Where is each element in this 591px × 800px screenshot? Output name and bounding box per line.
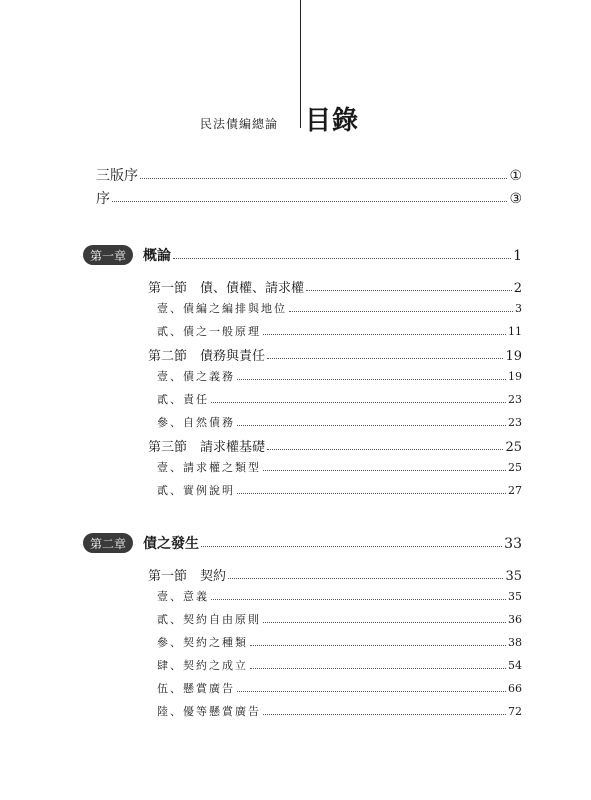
dot-leader xyxy=(237,690,506,692)
entry-page: 19 xyxy=(508,370,522,383)
entry-page: 38 xyxy=(508,636,522,649)
dot-leader xyxy=(228,577,503,579)
entry-label: 三版序 xyxy=(96,168,138,184)
toc-entry-item[interactable] xyxy=(157,680,522,696)
toc-entry-preface[interactable] xyxy=(96,165,522,185)
entry-page: 72 xyxy=(508,705,522,718)
dot-leader xyxy=(263,621,506,623)
book-title: 民法債編總論 xyxy=(200,117,279,131)
chapter-title: 債之發生 xyxy=(143,536,199,552)
item-title: 壹、意義 xyxy=(157,590,209,603)
dot-leader xyxy=(250,644,506,646)
toc-entry-item[interactable] xyxy=(157,657,522,673)
dot-leader xyxy=(112,200,507,202)
entry-page: 25 xyxy=(505,440,522,455)
item-title: 貳、實例說明 xyxy=(157,484,235,497)
header-divider-line xyxy=(300,0,301,128)
toc-entry-preface[interactable] xyxy=(96,188,522,208)
item-title: 參、自然債務 xyxy=(157,416,235,429)
toc-entry-item[interactable] xyxy=(157,368,522,384)
toc-entry-section[interactable] xyxy=(148,436,522,455)
toc-entry-item[interactable] xyxy=(157,611,522,627)
dot-leader xyxy=(237,378,506,380)
entry-page: 35 xyxy=(508,590,522,603)
dot-leader xyxy=(211,598,506,600)
item-title: 壹、請求權之類型 xyxy=(157,461,261,474)
section-title: 第二節 債務與責任 xyxy=(148,349,266,364)
section-title: 第三節 請求權基礎 xyxy=(148,440,266,455)
toc-entry-section[interactable] xyxy=(148,345,522,364)
toc-entry-chapter[interactable] xyxy=(143,533,522,553)
dot-leader xyxy=(250,667,506,669)
entry-page: 27 xyxy=(508,484,522,497)
toc-entry-item[interactable] xyxy=(157,414,522,430)
entry-page: 33 xyxy=(504,536,522,552)
dot-leader xyxy=(237,492,506,494)
item-title: 貳、責任 xyxy=(157,393,209,406)
entry-page: 2 xyxy=(513,281,522,296)
dot-leader xyxy=(263,333,506,335)
dot-leader xyxy=(263,469,506,471)
dot-leader xyxy=(201,545,502,547)
toc-entry-item[interactable] xyxy=(157,300,522,316)
toc-entry-item[interactable] xyxy=(157,482,522,498)
dot-leader xyxy=(289,310,513,312)
toc-entry-item[interactable] xyxy=(157,588,522,604)
dot-leader xyxy=(306,289,512,291)
section-title: 第一節 債、債權、請求權 xyxy=(148,281,305,296)
toc-entry-item[interactable] xyxy=(157,634,522,650)
toc-entry-section[interactable] xyxy=(148,277,522,296)
entry-page: 36 xyxy=(508,613,522,626)
toc-entry-item[interactable] xyxy=(157,459,522,475)
chapter-badge: 第二章 xyxy=(83,533,133,553)
item-title: 壹、債編之編排與地位 xyxy=(157,302,287,315)
entry-page: 23 xyxy=(508,416,522,429)
entry-label: 序 xyxy=(96,191,110,207)
dot-leader xyxy=(237,424,506,426)
entry-page: ③ xyxy=(509,191,522,207)
entry-page: 23 xyxy=(508,393,522,406)
item-title: 貳、契約自由原則 xyxy=(157,613,261,626)
item-title: 參、契約之種類 xyxy=(157,636,248,649)
entry-page: 66 xyxy=(508,682,522,695)
item-title: 陸、優等懸賞廣告 xyxy=(157,705,261,718)
toc-entry-item[interactable] xyxy=(157,391,522,407)
chapter-badge: 第一章 xyxy=(83,245,133,265)
entry-page: 19 xyxy=(505,349,522,364)
dot-leader xyxy=(173,257,511,259)
toc-entry-section[interactable] xyxy=(148,565,522,584)
item-title: 壹、債之義務 xyxy=(157,370,235,383)
entry-page: 11 xyxy=(508,325,522,338)
chapter-title: 概論 xyxy=(143,248,171,264)
dot-leader xyxy=(267,357,503,359)
entry-page: 25 xyxy=(508,461,522,474)
entry-page: 35 xyxy=(505,569,522,584)
item-title: 肆、契約之成立 xyxy=(157,659,248,672)
toc-entry-item[interactable] xyxy=(157,323,522,339)
page-heading: 目錄 xyxy=(305,106,360,136)
dot-leader xyxy=(263,713,506,715)
entry-page: 3 xyxy=(515,302,522,315)
toc-entry-item[interactable] xyxy=(157,703,522,719)
item-title: 貳、債之一般原理 xyxy=(157,325,261,338)
entry-page: 54 xyxy=(508,659,522,672)
toc-entry-chapter[interactable] xyxy=(143,245,522,265)
section-title: 第一節 契約 xyxy=(148,569,227,584)
item-title: 伍、懸賞廣告 xyxy=(157,682,235,695)
dot-leader xyxy=(267,448,503,450)
dot-leader xyxy=(140,177,507,179)
dot-leader xyxy=(211,401,506,403)
entry-page: 1 xyxy=(513,248,522,264)
entry-page: ① xyxy=(509,168,522,184)
